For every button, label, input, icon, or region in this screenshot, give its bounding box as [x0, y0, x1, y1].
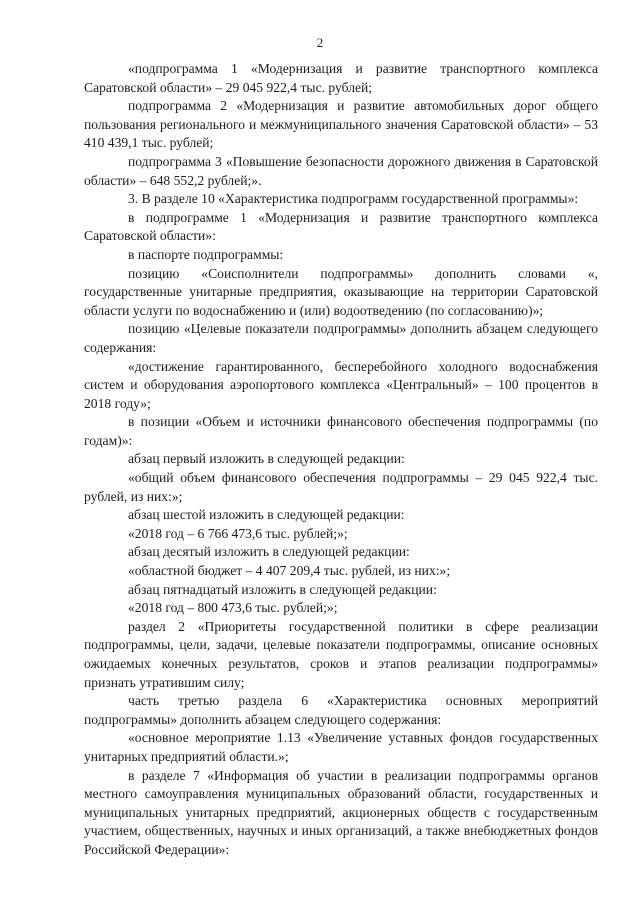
- paragraph: в паспорте подпрограммы:: [128, 246, 284, 262]
- paragraph: абзац пятнадцатый изложить в следующей редакции:: [128, 581, 437, 597]
- paragraph: в разделе 7 «Информация об участии в реализации подпрограммы органов местного самоуправления муниципальных образований области, государственных и муниципальных унитарных предприятий, акционерных обществ с государственным участием, общественных, научных и иных организаций, а также внебюджетных фондов Российской Федерации»:: [84, 767, 598, 857]
- paragraph: позицию «Целевые показатели подпрограммы» дополнить абзацем следующего содержания:: [84, 321, 598, 355]
- paragraph: «подпрограмма 1 «Модернизация и развитие транспортного комплекса Саратовской области» – 29 045 922,4 тыс. рублей;: [84, 61, 598, 95]
- paragraph: абзац первый изложить в следующей редакции:: [128, 451, 405, 467]
- paragraph: раздел 2 «Приоритеты государственной политики в сфере реализации подпрограммы, цели, задачи, целевые показатели подпрограммы, описание основных ожидаемых конечных результатов, сроков и этапов реализации подпрограммы» признать утратившим силу;: [84, 618, 598, 690]
- page-number: 2: [316, 35, 324, 50]
- paragraph: подпрограмма 2 «Модернизация и развитие автомобильных дорог общего пользования регионального и межмуниципального значения Саратовской области» – 53 410 439,1 тыс. рублей;: [84, 98, 598, 151]
- document-body: [84, 60, 598, 860]
- paragraph: 3. В разделе 10 «Характеристика подпрограмм государственной программы»:: [128, 191, 579, 207]
- paragraph: часть третью раздела 6 «Характеристика основных мероприятий подпрограммы» дополнить абзацем следующего содержания:: [84, 693, 598, 727]
- paragraph: «достижение гарантированного, бесперебойного холодного водоснабжения систем и оборудования аэропортового комплекса «Центральный» – 100 процентов в 2018 году»;: [84, 358, 598, 411]
- paragraph: «областной бюджет – 4 407 209,4 тыс. рублей, из них:»;: [128, 563, 451, 579]
- paragraph: «основное мероприятие 1.13 «Увеличение уставных фондов государственных унитарных предприятий области.»;: [84, 730, 598, 764]
- paragraph: подпрограмма 3 «Повышение безопасности дорожного движения в Саратовской области» – 648 552,2 рублей;».: [84, 153, 598, 188]
- paragraph: «2018 год – 6 766 473,6 тыс. рублей;»;: [128, 525, 348, 541]
- paragraph: в позиции «Объем и источники финансового обеспечения подпрограммы (по годам)»:: [84, 414, 598, 448]
- paragraph: позицию «Соисполнители подпрограммы» дополнить словами «, государственные унитарные предприятия, оказывающие на территории Саратовской области услуги по водоснабжению и (или) водоотведению (по согласованию)»;: [84, 265, 598, 318]
- paragraph: абзац шестой изложить в следующей редакции:: [128, 507, 405, 523]
- paragraph: абзац десятый изложить в следующей редакции:: [128, 544, 410, 560]
- paragraph: «общий объем финансового обеспечения подпрограммы – 29 045 922,4 тыс. рублей, из них:»;: [84, 470, 598, 504]
- paragraph: в подпрограмме 1 «Модернизация и развитие транспортного комплекса Саратовской области»:: [84, 209, 598, 244]
- paragraph: «2018 год – 800 473,6 тыс. рублей;»;: [128, 600, 338, 616]
